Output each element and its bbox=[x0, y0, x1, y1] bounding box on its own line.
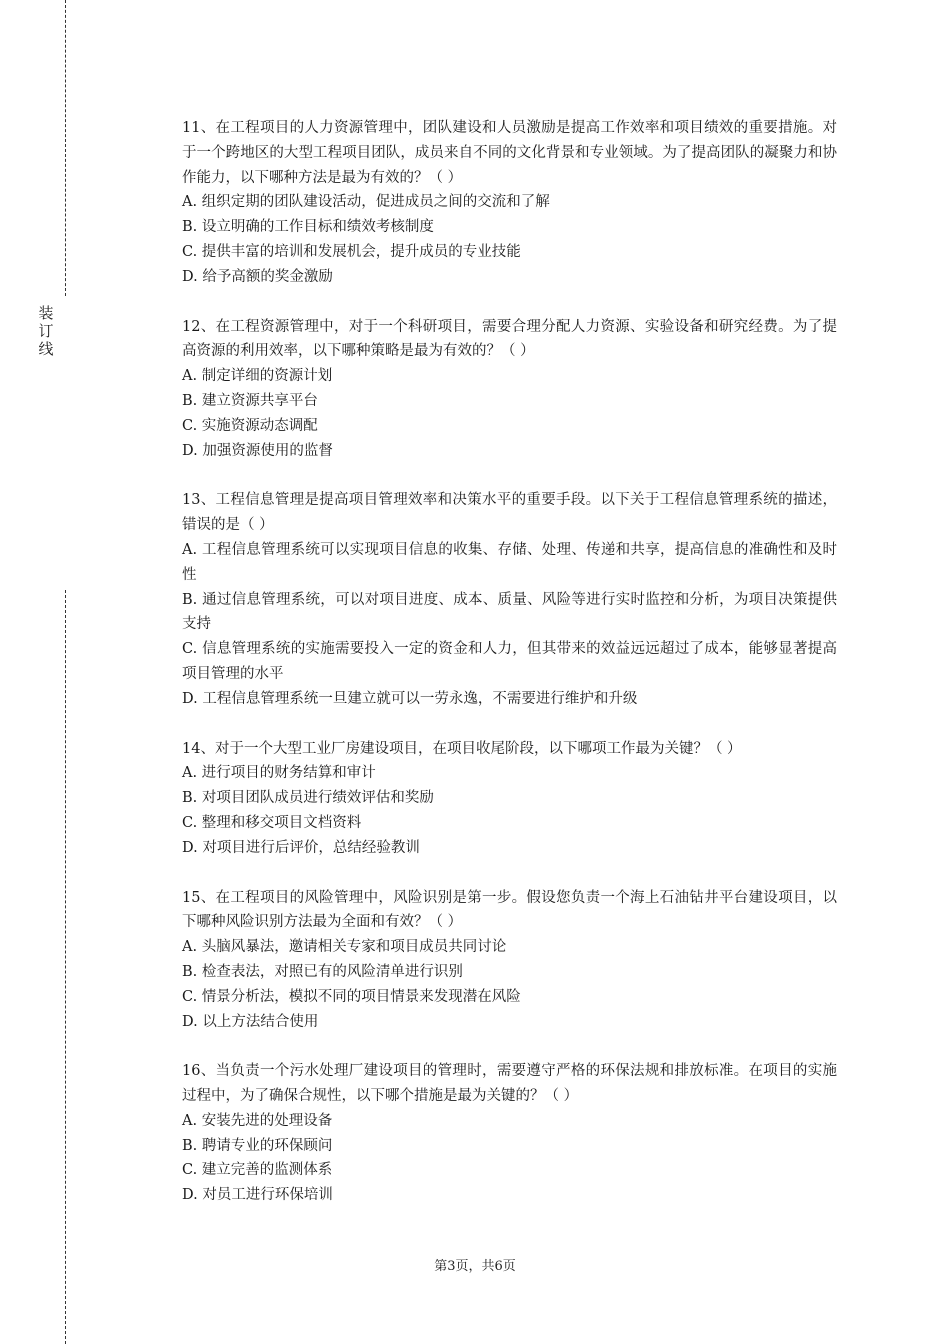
option-d: D. 以上方法结合使用 bbox=[182, 1013, 319, 1030]
option-b: B. 对项目团队成员进行绩效评估和奖励 bbox=[182, 790, 434, 807]
option-c: C. 信息管理系统的实施需要投入一定的资金和人力，但其带来的效益远远超过了成本，能够显著提高项目管理的水平 bbox=[182, 641, 837, 682]
question-stem: 11、在工程项目的人力资源管理中，团队建设和人员激励是提高工作效率和项目绩效的重要措施。对于一个跨地区的大型工程项目团队，成员来自不同的文化背景和专业领域。为了提高团队的凝聚力和协作能力，以下哪种方法是最为有效的？（ ） bbox=[182, 120, 837, 186]
question-16 bbox=[182, 1059, 837, 1208]
option-a: A. 组织定期的团队建设活动，促进成员之间的交流和了解 bbox=[182, 194, 550, 211]
option-b: B. 聘请专业的环保顾问 bbox=[182, 1137, 333, 1154]
option-d: D. 加强资源使用的监督 bbox=[182, 442, 333, 459]
question-stem: 12、在工程资源管理中，对于一个科研项目，需要合理分配人力资源、实验设备和研究经费。为了提高资源的利用效率，以下哪种策略是最为有效的？（ ） bbox=[182, 318, 837, 360]
question-stem: 16、当负责一个污水处理厂建设项目的管理时，需要遵守严格的环保法规和排放标准。在项目的实施过程中，为了确保合规性，以下哪个措施是最为关键的？（ ） bbox=[182, 1063, 837, 1105]
question-stem: 13、工程信息管理是提高项目管理效率和决策水平的重要手段。以下关于工程信息管理系统的描述，错误的是（ ） bbox=[182, 492, 837, 534]
question-14 bbox=[182, 737, 837, 861]
option-a: A. 进行项目的财务结算和审计 bbox=[182, 765, 376, 782]
option-c: C. 提供丰富的培训和发展机会，提升成员的专业技能 bbox=[182, 243, 521, 260]
option-a: A. 制定详细的资源计划 bbox=[182, 368, 333, 385]
question-11 bbox=[182, 116, 837, 290]
option-d: D. 对员工进行环保培训 bbox=[182, 1187, 333, 1204]
binding-label-char: 线 bbox=[38, 340, 54, 358]
page-number: 第3页，共6页 bbox=[434, 1259, 516, 1274]
option-a: A. 头脑风暴法，邀请相关专家和项目成员共同讨论 bbox=[182, 939, 507, 956]
question-15 bbox=[182, 886, 837, 1035]
option-c: C. 实施资源动态调配 bbox=[182, 417, 318, 434]
option-a: A. 安装先进的处理设备 bbox=[182, 1112, 333, 1129]
option-b: B. 检查表法，对照已有的风险清单进行识别 bbox=[182, 963, 463, 980]
binding-label bbox=[36, 304, 56, 358]
option-d: D. 给予高额的奖金激励 bbox=[182, 268, 333, 285]
question-list bbox=[182, 116, 837, 1233]
option-c: C. 建立完善的监测体系 bbox=[182, 1162, 333, 1179]
binding-label-char: 装 bbox=[38, 304, 54, 322]
binding-line-top bbox=[65, 0, 66, 296]
option-d: D. 对项目进行后评价，总结经验教训 bbox=[182, 839, 420, 856]
option-b: B. 设立明确的工作目标和绩效考核制度 bbox=[182, 219, 434, 236]
binding-label-char: 订 bbox=[38, 322, 54, 340]
option-b: B. 建立资源共享平台 bbox=[182, 392, 318, 409]
question-13 bbox=[182, 488, 837, 711]
binding-line-bottom bbox=[65, 590, 66, 1344]
option-b: B. 通过信息管理系统，可以对项目进度、成本、质量、风险等进行实时监控和分析，为项目决策提供支持 bbox=[182, 591, 837, 633]
option-a: A. 工程信息管理系统可以实现项目信息的收集、存储、处理、传递和共享，提高信息的准确性和及时性 bbox=[182, 541, 837, 583]
question-12 bbox=[182, 315, 837, 464]
option-c: C. 情景分析法，模拟不同的项目情景来发现潜在风险 bbox=[182, 988, 521, 1005]
question-stem: 14、对于一个大型工业厂房建设项目，在项目收尾阶段，以下哪项工作最为关键？（ ） bbox=[182, 740, 742, 757]
option-d: D. 工程信息管理系统一旦建立就可以一劳永逸，不需要进行维护和升级 bbox=[182, 690, 638, 707]
option-c: C. 整理和移交项目文档资料 bbox=[182, 814, 362, 831]
question-stem: 15、在工程项目的风险管理中，风险识别是第一步。假设您负责一个海上石油钻井平台建设项目，以下哪种风险识别方法最为全面和有效？（ ） bbox=[182, 889, 837, 931]
